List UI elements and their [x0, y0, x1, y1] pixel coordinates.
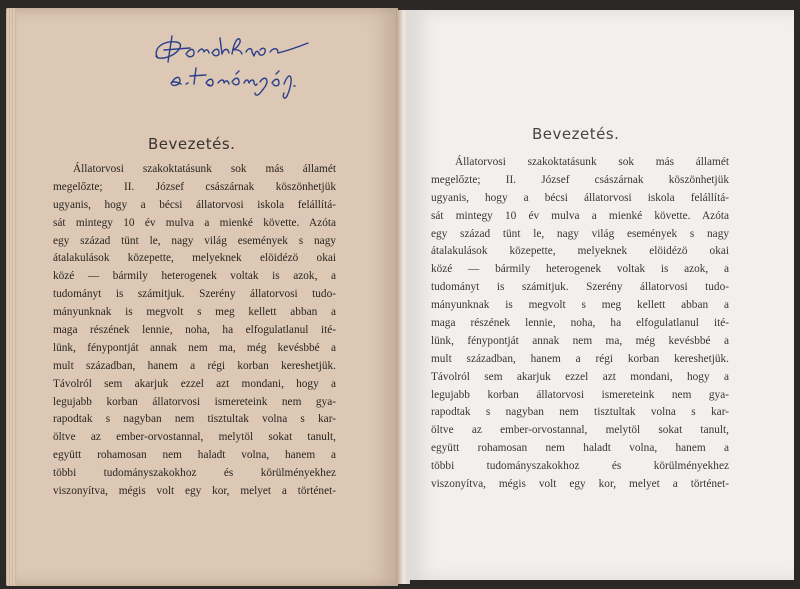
left-page — [6, 8, 398, 586]
text-line: rapodtak s nagyban nem tisztultak volna s kar- — [431, 406, 729, 419]
text-line: átalakulások közepette, melyeknek elöidézö okai — [431, 245, 729, 258]
text-line: Állatorvosi szakoktatásunk sok más államét — [73, 163, 336, 175]
text-line: együtt rohamosan nem haladt volna, hanem a — [431, 442, 729, 455]
text-line: viszonyítva, mégis volt egy kor, melyet a történet- — [53, 485, 336, 498]
text-line: mányunknak is megvolt s meg kellett abban a — [431, 299, 729, 312]
text-line: öltve az ember-orvostannal, melytöl sokat tanult, — [431, 424, 729, 437]
chapter-heading: Bevezetés. — [532, 125, 620, 143]
text-line: többi tudományszakokhoz és körülményekhez — [53, 467, 336, 480]
text-line: Távolról sem akarjuk ezzel azt mondani, hogy a — [53, 377, 336, 390]
text-line: öltve az ember-orvostannal, melytöl sokat tanult, — [53, 431, 336, 444]
text-line: egy század tünt le, nagy világ események s nagy — [53, 234, 336, 247]
text-line: sát mintegy 10 év mulva a mienké követte. Azóta — [53, 216, 336, 229]
text-line: mult században, hanem a régi korban kereshetjük. — [53, 359, 336, 372]
text-line: mányunknak is megvolt s meg kellett abban a — [53, 306, 336, 319]
text-line: lünk, fénypontját annak nem ma, még kevésbbé a — [431, 334, 729, 347]
text-line: maga részének lennie, noha, ha elfogulatlanul ité- — [431, 317, 729, 330]
text-line: közé — bármily heterogenek voltak is azok, a — [431, 263, 729, 276]
text-line: lünk, fénypontját annak nem ma, még kevésbbé a — [53, 341, 336, 354]
text-line: Állatorvosi szakoktatásunk sok más államét — [455, 156, 729, 168]
text-line: átalakulások közepette, melyeknek elöidézö okai — [53, 252, 336, 265]
text-line: többi tudományszakokhoz és körülményekhez — [431, 460, 729, 473]
text-line: sát mintegy 10 év mulva a mienké követte. Azóta — [431, 209, 729, 222]
text-line: megelőzte; II. József császárnak köszönhetjük — [431, 173, 729, 186]
text-line: megelőzte; II. József császárnak köszönhetjük — [53, 180, 336, 193]
text-line: Távolról sem akarjuk ezzel azt mondani, hogy a — [431, 370, 729, 383]
body-text — [53, 161, 336, 501]
text-line: maga részének lennie, noha, ha elfogulatlanul ité- — [53, 324, 336, 337]
text-line: egy század tünt le, nagy világ események s nagy — [431, 227, 729, 240]
text-line: rapodtak s nagyban nem tisztultak volna s kar- — [53, 413, 336, 426]
text-line: tudományt is számitjuk. Szerény állatorvosi tudo- — [431, 281, 729, 294]
text-line: együtt rohamosan nem haladt volna, hanem a — [53, 449, 336, 462]
text-line: ugyanis, hogy a bécsi állatorvosi iskola felállítá- — [53, 198, 336, 211]
text-line: tudományt is számitjuk. Szerény állatorvosi tudo- — [53, 288, 336, 301]
right-page — [408, 10, 794, 580]
handwritten-signature — [150, 28, 350, 108]
text-line: ugyanis, hogy a bécsi állatorvosi iskola felállítá- — [431, 191, 729, 204]
text-line: legujabb korban állatorvosi ismereteink nem gya- — [431, 388, 729, 401]
text-line: közé — bármily heterogenek voltak is azok, a — [53, 270, 336, 283]
text-line: mult században, hanem a régi korban kereshetjük. — [431, 352, 729, 365]
body-text — [431, 154, 729, 494]
chapter-heading: Bevezetés. — [148, 135, 236, 153]
text-line: viszonyítva, mégis volt egy kor, melyet a történet- — [431, 478, 729, 491]
text-line: legujabb korban állatorvosi ismereteink nem gya- — [53, 395, 336, 408]
